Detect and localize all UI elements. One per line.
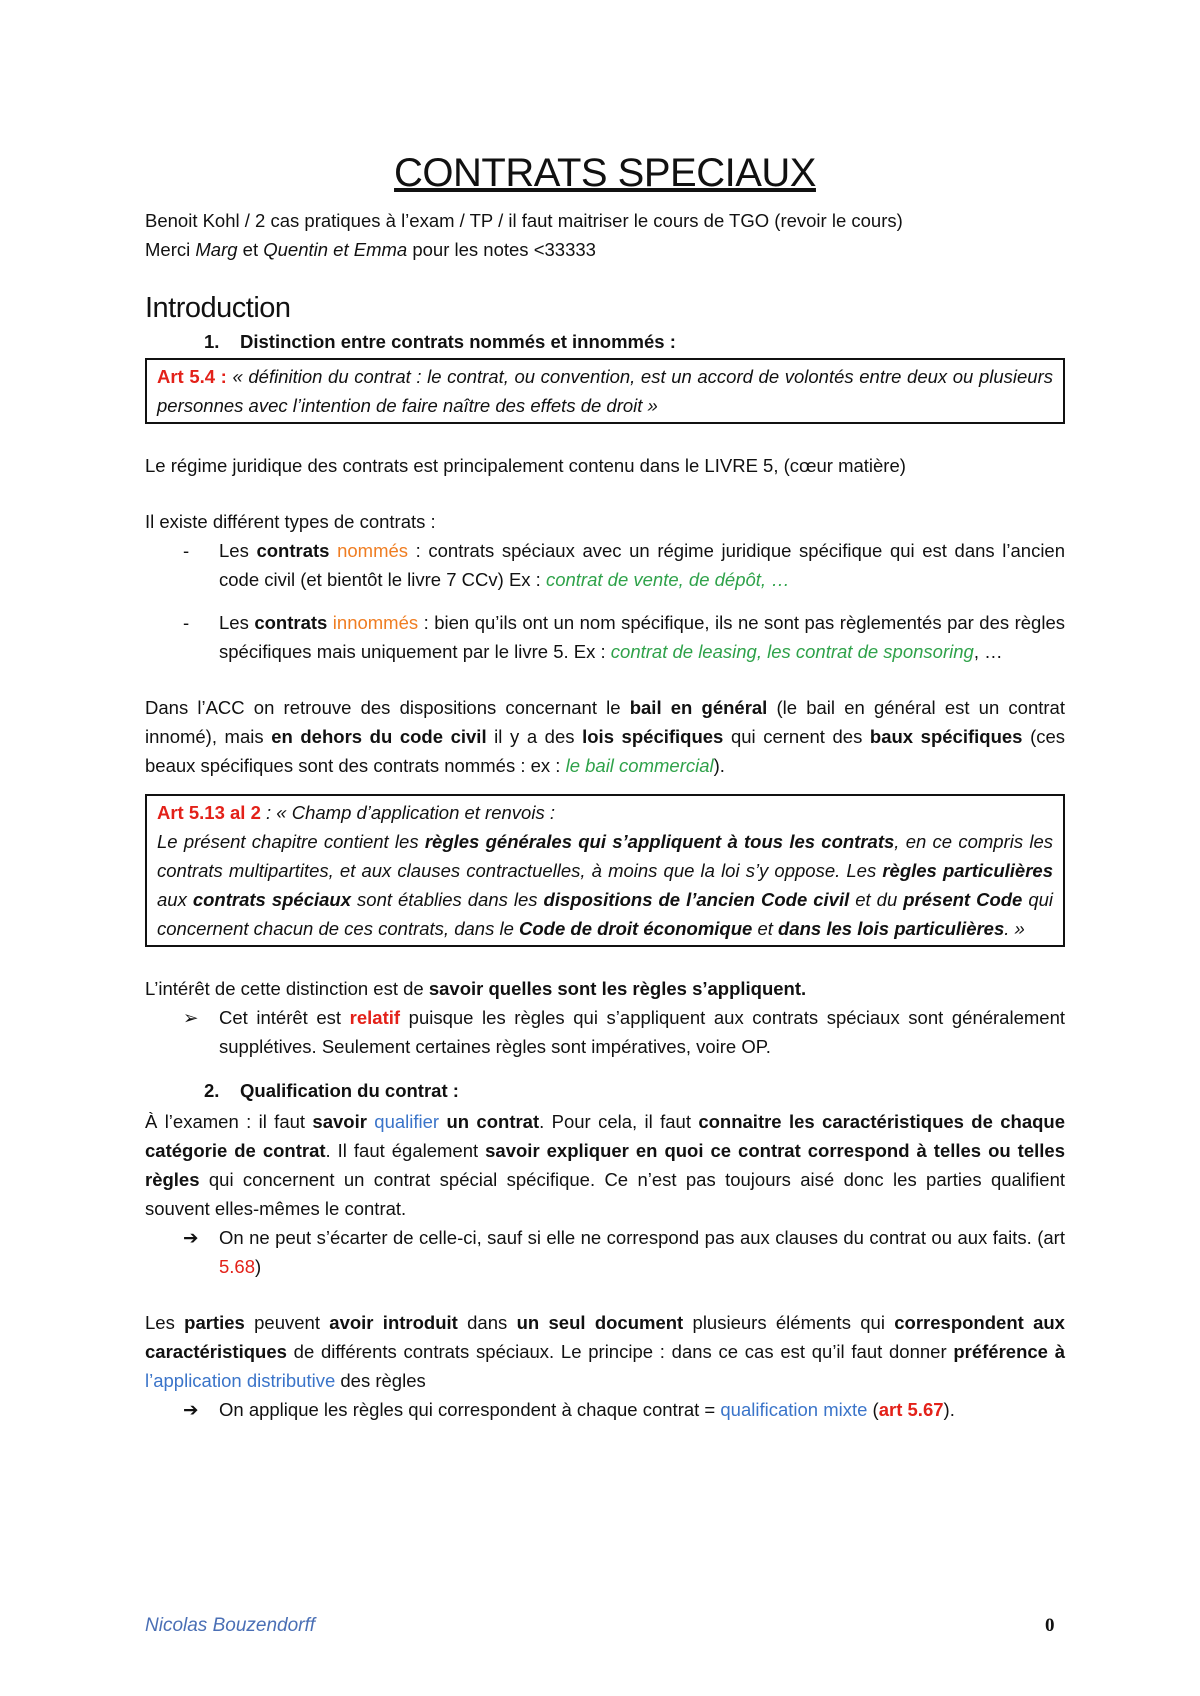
list-item-ecarter: ➔ On ne peut s’écarter de celle-ci, sauf si elle ne correspond pas aux clauses du contrat ou aux faits. (art 5.68)	[183, 1227, 1065, 1277]
page-title: CONTRATS SPECIAUX	[394, 151, 816, 195]
footer-author: Nicolas Bouzendorff	[145, 1615, 316, 1636]
list-item-nommes: - Les contrats nommés : contrats spéciaux avec un régime juridique spécifique qui est dans l’ancien code civil (et bientôt le livre 7 CCv) Ex : contrat de vente, de dépôt, …	[183, 540, 1066, 590]
paragraph-regime: Le régime juridique des contrats est principalement contenu dans le LIVRE 5, (cœur matière)	[145, 455, 906, 476]
intro-line-2: Merci Marg et Quentin et Emma pour les notes <33333	[145, 239, 596, 260]
list-item-qualification-mixte: ➔ On applique les règles qui correspondent à chaque contrat = qualification mixte (art 5.67).	[183, 1399, 955, 1420]
paragraph-interet: L’intérêt de cette distinction est de savoir quelles sont les règles s’appliquent.	[145, 978, 807, 999]
list-item-relatif: ➢ Cet intérêt est relatif puisque les règles qui s’appliquent aux contrats spéciaux sont généralement supplétives. Seulement certaines règles sont impératives, voire OP.	[183, 1007, 1065, 1057]
paragraph-acc: Dans l’ACC on retrouve des dispositions concernant le bail en général (le bail en général est un contrat innomé), mais en dehors du code civil il y a des lois spécifiques qui cernent des baux spécifiques (ces beaux spécifiques sont des contrats nommés : ex : le bail commercial).	[145, 697, 1066, 776]
subsection-heading-2: 2. Qualification du contrat :	[204, 1080, 459, 1101]
list-item-innommes: - Les contrats innommés : bien qu’ils ont un nom spécifique, ils ne sont pas règlementés par des règles spécifiques mais uniquement par le livre 5. Ex : contrat de leasing, les contrat de sponsoring, …	[183, 612, 1065, 662]
footer-page-number: 0	[1045, 1615, 1055, 1636]
paragraph-examen: À l’examen : il faut savoir qualifier un contrat. Pour cela, il faut connaitre les caractéristiques de chaque catégorie de contrat. Il faut également savoir expliquer en quoi ce contrat correspond à telles ou telles règles qui concernent un contrat spécial spécifique. Ce n’est pas toujours aisé donc les parties qualifient souvent elles-mêmes le contrat.	[145, 1111, 1066, 1219]
paragraph-parties: Les parties peuvent avoir introduit dans un seul document plusieurs éléments qui correspondent aux caractéristiques de différents contrats spéciaux. Le principe : dans ce cas est qu’il faut donner préférence à l’application distributive des règles	[145, 1312, 1065, 1391]
page-content	[145, 148, 1065, 1424]
section-heading-introduction: Introduction	[145, 292, 291, 324]
subsection-heading-1: 1. Distinction entre contrats nommés et innommés :	[204, 331, 676, 352]
article-box-5-13: Art 5.13 al 2 : « Champ d’application et renvois : Le présent chapitre contient les règles générales qui s’appliquent à tous les contrats, en ce compris les contrats multipartites, et aux clauses contractuelles, à moins que la loi s’y oppose. Les règles particulières aux contrats spéciaux sont établies dans les dispositions de l’ancien Code civil et du présent Code qui concernent chacun de ces contrats, dans le Code de droit économique et dans les lois particulières. »	[145, 794, 1065, 947]
intro-line-1: Benoit Kohl / 2 cas pratiques à l’exam / TP / il faut maitriser le cours de TGO (revoir le cours)	[145, 210, 903, 231]
paragraph-types: Il existe différent types de contrats :	[145, 511, 436, 532]
article-box-5-4: Art 5.4 : « définition du contrat : le contrat, ou convention, est un accord de volontés entre deux ou plusieurs personnes avec l’intention de faire naître des effets de droit »	[145, 358, 1065, 424]
